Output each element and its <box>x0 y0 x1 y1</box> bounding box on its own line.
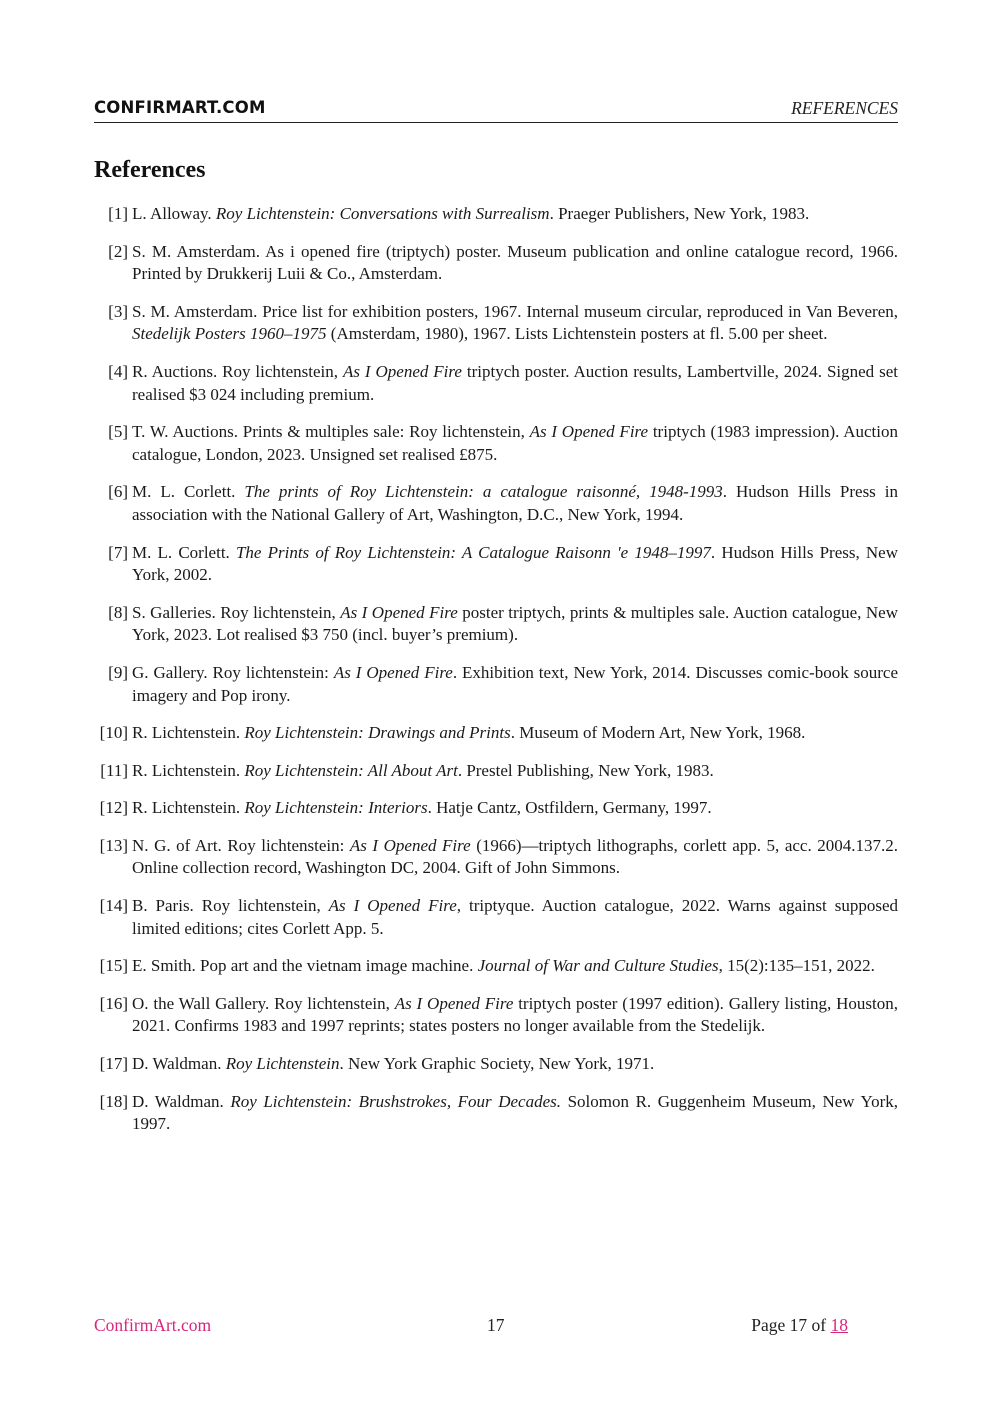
reference-segment: S. Galleries. Roy lichtenstein, <box>132 602 341 622</box>
reference-title: As I Opened Fire <box>333 662 453 682</box>
reference-title: The prints of Roy Lichtenstein: a catalogue raisonné, 1948-1993 <box>244 482 723 502</box>
reference-number: [18] <box>99 1091 128 1111</box>
reference-title: As I Opened Fire <box>328 896 457 916</box>
reference-title: Stedelijk Posters 1960–1975 <box>132 324 327 344</box>
reference-segment: . Hudson Hills Press, New York, 2002. <box>132 542 899 585</box>
reference-text <box>132 896 898 938</box>
reference-segment: T. W. Auctions. Prints & multiples sale: Roy lichtenstein, <box>132 422 530 442</box>
reference-text <box>132 1054 654 1073</box>
reference-segment: . New York Graphic Society, New York, 1971. <box>339 1054 655 1074</box>
reference-number: [8] <box>108 602 128 622</box>
reference-text <box>132 603 898 645</box>
reference-number: [6] <box>108 482 128 502</box>
reference-title: The Prints of Roy Lichtenstein: A Catalogue Raisonn 'e 1948–1997 <box>235 542 711 562</box>
reference-title: Roy Lichtenstein: All About Art <box>244 760 458 780</box>
reference-list <box>94 203 898 1151</box>
reference-segment: , triptyque. Auction catalogue, 2022. Warns against supposed limited editions; cites Corlett App. 5. <box>132 896 898 938</box>
reference-segment: (Amsterdam, 1980), 1967. Lists Lichtenstein posters at fl. 5.00 per sheet. <box>326 324 828 344</box>
reference-item <box>94 797 898 820</box>
reference-segment: L. Alloway. <box>132 204 216 223</box>
reference-item <box>94 993 898 1038</box>
reference-segment: (1966)—triptych lithographs, corlett app. 5, acc. 2004.137.2. Online collection record, Washington DC, 2004. Gift of John Simmons. <box>132 835 899 878</box>
reference-segment: triptych (1983 impression). Auction catalogue, London, 2023. Unsigned set realised £875. <box>132 422 898 464</box>
reference-segment: M. L. Corlett. <box>132 482 245 502</box>
reference-text <box>132 482 898 524</box>
site-link[interactable]: ConfirmArt.com <box>94 1315 212 1335</box>
reference-text <box>132 956 875 975</box>
reference-text <box>132 302 898 344</box>
reference-title: Roy Lichtenstein: Interiors <box>244 798 428 818</box>
reference-item <box>94 1091 898 1136</box>
reference-number: [13] <box>99 835 128 855</box>
reference-text <box>132 994 898 1036</box>
reference-segment: poster triptych, prints & multiples sale. Auction catalogue, New York, 2023. Lot realised $3 750 (incl. buyer’s premium). <box>132 602 898 645</box>
reference-segment: O. the Wall Gallery. Roy lichtenstein, <box>132 993 395 1013</box>
reference-number: [16] <box>99 993 128 1013</box>
reference-item <box>94 421 898 466</box>
reference-segment: . Hudson Hills Press in association with the National Gallery of Art, Washington, D.C., New York, 1994. <box>132 482 898 524</box>
reference-title: As I Opened Fire <box>394 993 514 1013</box>
reference-segment: D. Waldman. <box>132 1091 231 1111</box>
reference-item <box>94 602 898 647</box>
reference-title: Roy Lichtenstein: Conversations with Surrealism <box>215 204 550 223</box>
reference-segment: . Praeger Publishers, New York, 1983. <box>549 204 810 223</box>
reference-number: [12] <box>99 798 128 818</box>
page-number: 17 <box>487 1315 505 1335</box>
reference-text <box>132 836 898 878</box>
reference-text <box>132 543 898 585</box>
reference-number: [9] <box>108 662 128 682</box>
reference-segment: G. Gallery. Roy lichtenstein: <box>132 662 334 682</box>
page-of-label: Page 17 of <box>751 1315 831 1335</box>
reference-segment: . Exhibition text, New York, 2014. Discusses comic-book source imagery and Pop irony. <box>132 662 899 705</box>
reference-segment: . Museum of Modern Art, New York, 1968. <box>510 723 806 743</box>
reference-item <box>94 722 898 745</box>
reference-segment: S. M. Amsterdam. Price list for exhibition posters, 1967. Internal museum circular, reproduced in Van Beveren, <box>132 301 898 321</box>
reference-segment: R. Lichtenstein. <box>132 723 245 743</box>
reference-title: As I Opened Fire <box>340 602 458 622</box>
reference-text <box>132 204 809 223</box>
reference-segment: R. Auctions. Roy lichtenstein, <box>132 361 343 381</box>
reference-title: Journal of War and Culture Studies <box>477 956 719 976</box>
reference-item <box>94 662 898 707</box>
reference-segment: Solomon R. Guggenheim Museum, New York, 1997. <box>132 1091 898 1134</box>
reference-segment: E. Smith. Pop art and the vietnam image machine. <box>132 956 478 976</box>
reference-title: Roy Lichtenstein: Drawings and Prints <box>244 723 511 743</box>
reference-title: As I Opened Fire <box>342 361 462 381</box>
reference-segment: triptych poster (1997 edition). Gallery listing, Houston, 2021. Confirms 1983 and 1997 reprints; states posters no longer available from the Stedelijk. <box>132 993 898 1036</box>
reference-item <box>94 301 898 346</box>
section-title: References <box>94 157 206 183</box>
page-header <box>94 96 898 123</box>
running-head: REFERENCES <box>791 98 898 118</box>
reference-item <box>94 241 898 286</box>
reference-text <box>132 242 898 284</box>
reference-segment: triptych poster. Auction results, Lambertville, 2024. Signed set realised $3 024 including premium. <box>132 361 898 404</box>
reference-number: [14] <box>99 896 128 916</box>
reference-item <box>94 955 898 978</box>
reference-segment: R. Lichtenstein. <box>132 798 245 818</box>
reference-item <box>94 895 898 940</box>
reference-segment: R. Lichtenstein. <box>132 760 245 780</box>
reference-number: [15] <box>99 956 128 976</box>
reference-text <box>132 362 898 404</box>
page-count <box>751 1315 848 1336</box>
reference-segment: M. L. Corlett. <box>132 542 236 562</box>
reference-item <box>94 1053 898 1076</box>
reference-segment: . Prestel Publishing, New York, 1983. <box>457 760 714 780</box>
reference-text <box>132 1092 898 1134</box>
reference-title: Roy Lichtenstein: Brushstrokes, Four Decades. <box>230 1091 562 1111</box>
reference-title: As I Opened Fire <box>349 835 471 855</box>
reference-item <box>94 542 898 587</box>
reference-text <box>132 723 805 742</box>
reference-title: As I Opened Fire <box>529 422 649 442</box>
reference-item <box>94 481 898 526</box>
reference-number: [1] <box>108 204 128 223</box>
reference-segment: N. G. of Art. Roy lichtenstein: <box>132 835 350 855</box>
reference-number: [11] <box>100 760 128 780</box>
reference-text <box>132 422 898 464</box>
reference-number: [2] <box>108 241 128 261</box>
reference-segment: . Hatje Cantz, Ostfildern, Germany, 1997. <box>427 798 712 818</box>
reference-number: [7] <box>108 542 128 562</box>
reference-segment: S. M. Amsterdam. As i opened fire (triptych) poster. Museum publication and online catalogue record, 1966. Printed by Drukkerij Luii & Co., Amsterdam. <box>132 241 898 284</box>
reference-number: [10] <box>99 723 128 743</box>
reference-title: Roy Lichtenstein <box>225 1054 340 1074</box>
reference-item <box>94 835 898 880</box>
page-footer <box>94 1315 848 1339</box>
reference-segment: D. Waldman. <box>132 1054 226 1074</box>
reference-text <box>132 761 714 780</box>
reference-item <box>94 760 898 783</box>
reference-number: [17] <box>99 1054 128 1074</box>
last-page-link[interactable]: 18 <box>830 1315 848 1335</box>
reference-item <box>94 203 898 226</box>
reference-item <box>94 361 898 406</box>
reference-number: [5] <box>108 422 128 442</box>
reference-number: [3] <box>108 301 128 321</box>
reference-text <box>132 798 712 817</box>
reference-text <box>132 663 898 705</box>
reference-segment: B. Paris. Roy lichtenstein, <box>132 896 329 916</box>
site-logo: CONFIRMART.COM <box>94 98 266 117</box>
reference-number: [4] <box>108 361 128 381</box>
reference-segment: , 15(2):135–151, 2022. <box>718 956 875 976</box>
